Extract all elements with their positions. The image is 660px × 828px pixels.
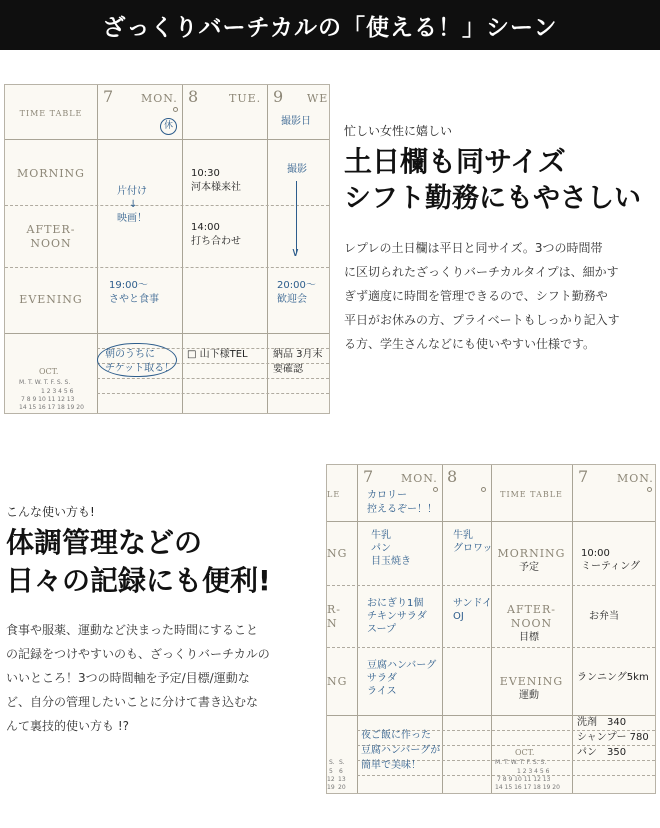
scene2-body-line-5: んて裏技的使い方も !? [6, 719, 129, 733]
note-wed-eve-time: 20:00〜 [277, 280, 316, 291]
planner-photo-weekly [4, 84, 330, 414]
cut-label-2: NG [327, 547, 348, 560]
day-number-a: 7 [363, 467, 374, 486]
scene2-headline-2: 日々の記録にも便利! [6, 564, 271, 597]
time-table-label-2: TIME TABLE [500, 490, 563, 499]
note-a-memo-2: 豆腐ハンバーグが [361, 745, 441, 756]
scene1-body-line-5: る方、学生さんなどにも使いやすい仕様です。 [344, 337, 596, 351]
note-mon-memo-1: 朝のうちに [105, 349, 155, 360]
mini-cal-row2: 7 8 9 10 11 12 13 [21, 396, 75, 403]
note-c-eve: ランニング5km [577, 672, 649, 683]
mini-cal-dow: M. T. W. T. F. S. S. [19, 379, 71, 386]
note-a-top-2: 控えるぞー！！ [367, 504, 437, 515]
note-c-pm: お弁当 [589, 611, 619, 622]
note-a-eve-2: サラダ [367, 673, 397, 684]
note-wed-am: 撮影 [287, 164, 307, 175]
day-number-tue: 8 [188, 87, 199, 106]
scene2-body-line-2: の記録をつけやすいのも、ざっくりバーチカルの [6, 647, 270, 661]
planner-photo-health-log [326, 464, 656, 794]
day-name-wed: WE [307, 92, 329, 105]
cut-label-1: LE [327, 490, 341, 499]
period-afternoon-4: NOON [510, 617, 553, 630]
cut-label-5: NG [327, 675, 348, 688]
cut-label-3: R- [327, 603, 341, 616]
note-b-am-2: グロワッ [453, 543, 493, 554]
note-tue-pm: 打ち合わせ [191, 236, 241, 247]
period-sub-goal: 目標 [519, 632, 539, 643]
scene2-body-line-3: いいところ！3つの時間軸を予定/目標/運動な [6, 671, 250, 685]
note-a-pm-3: スープ [367, 624, 396, 635]
note-c-memo-1: 洗剤 340 [577, 717, 627, 728]
scene1-body-line-3: ぎず適度に時間を管理できるので、シフト勤務や [344, 289, 608, 303]
note-a-memo-1: 夜ご飯に作った [361, 730, 431, 741]
note-mon-memo-2: チケット取る！ [105, 363, 175, 374]
note-wed-memo-1: 納品 3月末 [273, 349, 323, 360]
note-mon-eve-time: 19:00〜 [109, 280, 148, 291]
note-wed-top: 撮影日 [281, 116, 311, 127]
mini-cal-row3-2: 14 15 16 17 18 19 20 [495, 784, 560, 791]
period-morning: MORNING [17, 167, 85, 180]
cut-cal-3: 12 [327, 776, 335, 783]
period-sub-exercise: 運動 [519, 690, 539, 701]
note-a-am-1: 牛乳 [371, 530, 391, 541]
note-c-am-1: 10:00 [581, 548, 610, 559]
cut-label-4: N [327, 617, 338, 630]
day-name-c: MON. [617, 472, 654, 485]
scene1-headline-1: 土日欄も同サイズ [344, 145, 566, 178]
note-b-pm-2: OJ [453, 611, 464, 622]
mini-cal-month: OCT. [39, 367, 59, 376]
scene1-headline-2: シフト勤務にもやさしい [344, 183, 641, 214]
note-a-memo-3: 簡単で美味！ [361, 760, 421, 771]
note-mon-pm: 映画！ [117, 213, 147, 224]
day-name-tue: TUE. [229, 92, 262, 105]
cut-cal-red-4: 20 [338, 784, 346, 791]
note-b-pm-1: サンドイ [453, 598, 492, 609]
note-c-am-2: ミーティング [581, 561, 640, 572]
cut-cal-red-1: S. [339, 759, 345, 766]
note-wed-arrow [296, 181, 297, 253]
day-name-mon: MON. [141, 92, 178, 105]
scene1-kicker: 忙しい女性に嬉しい [344, 124, 453, 138]
note-wed-memo-2: 要確認 [273, 364, 303, 375]
note-wed-eve: 歓迎会 [277, 294, 307, 305]
cut-cal-4: 19 [327, 784, 335, 791]
note-c-memo-2: シャンプー 780 [577, 732, 649, 743]
note-mon-arrow: ↓ [129, 199, 138, 210]
cut-cal-red-2: 6 [339, 768, 343, 775]
period-afternoon-2: NOON [30, 237, 72, 250]
day-circle-b [481, 487, 486, 492]
note-mon-eve: さやと食事 [109, 294, 159, 305]
mini-cal-month-2: OCT. [515, 748, 535, 757]
cut-cal-1: S. [329, 759, 335, 766]
day-number-mon: 7 [103, 87, 114, 106]
page-banner [0, 0, 660, 50]
cut-cal-2: 5 [329, 768, 333, 775]
day-name-a: MON. [401, 472, 438, 485]
day-number-wed: 9 [273, 87, 284, 106]
banner-title: ざっくりバーチカルの「使える！」シーン [102, 14, 558, 41]
note-tue-am-time: 10:30 [191, 168, 220, 179]
period-sub-plan: 予定 [519, 562, 539, 573]
note-a-pm-2: チキンサラダ [367, 611, 427, 622]
period-evening: EVENING [19, 293, 83, 306]
note-tue-am: 河本様来社 [191, 182, 241, 193]
note-a-eve-1: 豆腐ハンバーグ [367, 660, 437, 671]
scene2-headline-1: 体調管理などの [6, 526, 203, 559]
note-a-am-3: 目玉焼き [371, 556, 411, 567]
period-evening-2: EVENING [499, 675, 564, 688]
note-a-pm-1: おにぎり1個 [367, 598, 424, 609]
note-a-am-2: パン [371, 543, 391, 554]
scene2-body-line-4: ど、自分の管理したいことに分けて書き込むな [6, 695, 259, 709]
scene2-body-line-1: 食事や服薬、運動など決まった時間にすること [6, 623, 259, 637]
scene2-body [6, 618, 306, 738]
time-table-label: TIME TABLE [19, 109, 83, 118]
cut-cal-red-3: 13 [338, 776, 346, 783]
period-afternoon: AFTER- [26, 223, 76, 236]
day-circle-c [647, 487, 652, 492]
note-tue-pm-time: 14:00 [191, 222, 220, 233]
note-b-am-1: 牛乳 [453, 530, 473, 541]
note-wed-arrowhead: ∨ [291, 245, 300, 259]
mini-cal-row2-2: 7 8 9 10 11 12 13 [497, 776, 551, 783]
mini-cal-row3: 14 15 16 17 18 19 20 [19, 404, 84, 411]
note-holiday-mark: 休 [160, 118, 177, 135]
mini-cal-dow-2: M. T. W. T. F. S. S. [495, 759, 547, 766]
scene1-body-line-2: に区切られたざっくりバーチカルタイプは、細かす [344, 265, 619, 279]
scene1-body-line-1: レプレの土日欄は平日と同サイズ。3つの時間帯 [344, 241, 603, 255]
period-morning-2: MORNING [497, 547, 566, 560]
note-a-top-1: カロリー [367, 490, 407, 501]
mini-cal-row1: 1 2 3 4 5 6 [41, 388, 74, 395]
note-mon-am: 片付け [117, 186, 147, 197]
day-number-c: 7 [578, 467, 589, 486]
scene1-body-line-4: 平日がお休みの方、プライベートもしっかり記入す [344, 313, 620, 327]
mini-cal-row1-2: 1 2 3 4 5 6 [517, 768, 550, 775]
scene2-kicker: こんな使い方も! [6, 505, 95, 519]
scene1-body [344, 236, 654, 356]
day-number-b: 8 [447, 467, 458, 486]
note-tue-memo: □ 山下様TEL [187, 349, 248, 360]
note-c-memo-3: パン 350 [577, 747, 627, 758]
period-afternoon-3: AFTER- [507, 603, 556, 616]
day-circle-a [433, 487, 438, 492]
note-a-eve-3: ライス [367, 686, 397, 697]
day-circle-mon [173, 107, 178, 112]
